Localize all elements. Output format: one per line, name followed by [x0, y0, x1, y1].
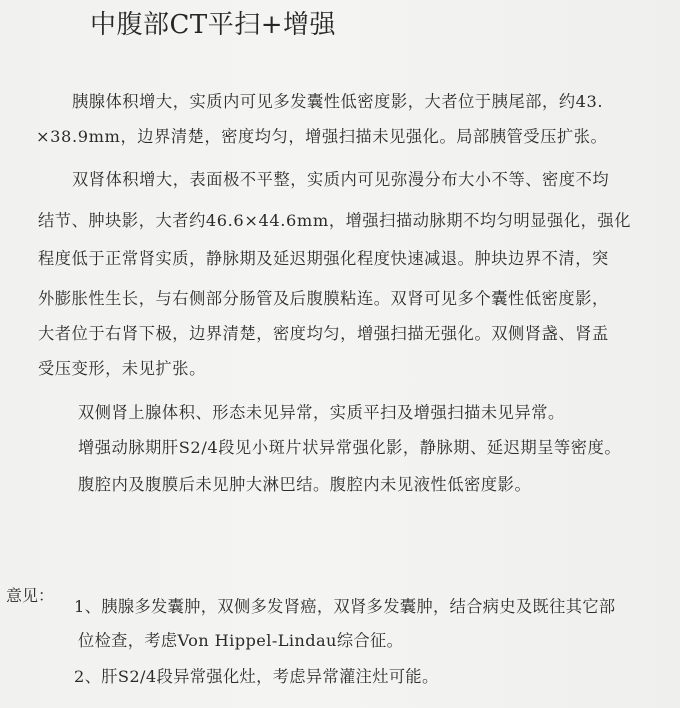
- opinion-label: 意见：: [6, 586, 55, 605]
- report-title: 中腹部CT平扫+增强: [90, 10, 337, 40]
- opinion-line: 位检查，考虑Von Hippel-Lindau综合征。: [78, 631, 404, 650]
- finding-line: 增强动脉期肝S2/4段见小斑片状异常强化影，静脉期、延迟期呈等密度。: [78, 438, 622, 457]
- opinion-line: 1、胰腺多发囊肿，双侧多发肾癌，双肾多发囊肿，结合病史及既往其它部: [74, 597, 616, 616]
- finding-line: ×38.9mm，边界清楚，密度均匀，增强扫描未见强化。局部胰管受压扩张。: [36, 127, 608, 146]
- finding-line: 胰腺体积增大，实质内可见多发囊性低密度影，大者位于胰尾部，约43.: [72, 92, 604, 111]
- finding-line: 结节、肿块影，大者约46.6×44.6mm，增强扫描动脉期不均匀明显强化，强化: [38, 211, 631, 230]
- finding-line: 双肾体积增大，表面极不平整，实质内可见弥漫分布大小不等、密度不均: [72, 170, 610, 189]
- finding-line: 受压变形，未见扩张。: [38, 359, 206, 378]
- finding-line: 程度低于正常肾实质，静脉期及延迟期强化程度快速减退。肿块边界不清，突: [38, 249, 609, 268]
- finding-line: 大者位于右肾下极，边界清楚，密度均匀，增强扫描无强化。双侧肾盏、肾盂: [38, 324, 609, 343]
- finding-line: 外膨胀性生长，与右侧部分肠管及后腹膜粘连。双肾可见多个囊性低密度影，: [38, 289, 609, 308]
- finding-line: 双侧肾上腺体积、形态未见异常，实质平扫及增强扫描未见异常。: [78, 403, 565, 422]
- opinion-line: 2、肝S2/4段异常强化灶，考虑异常灌注灶可能。: [74, 667, 439, 686]
- finding-line: 腹腔内及腹膜后未见肿大淋巴结。腹腔内未见液性低密度影。: [78, 475, 532, 494]
